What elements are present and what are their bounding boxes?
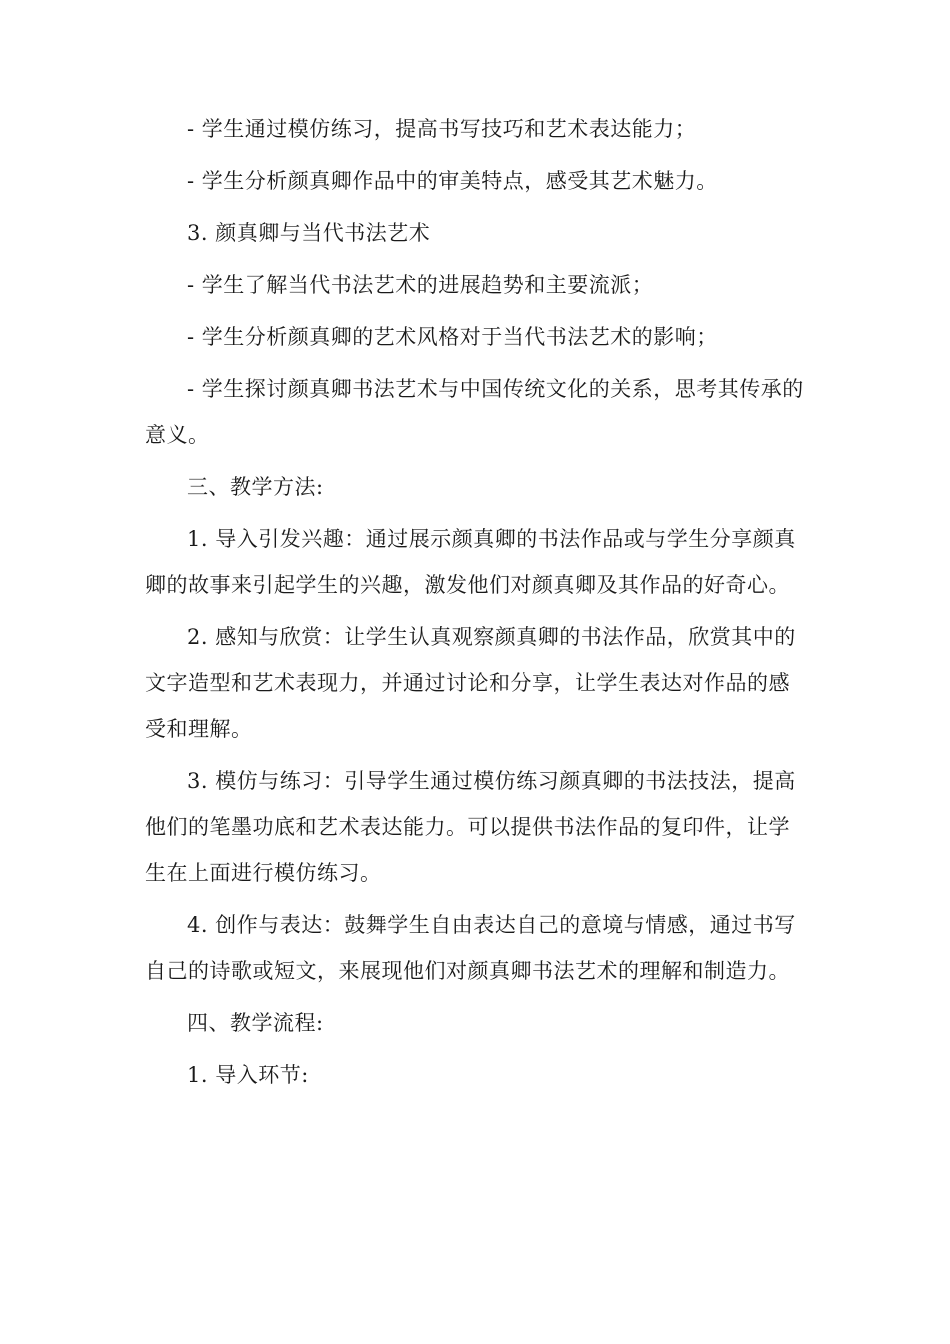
bullet-practice-skills: - 学生通过模仿练习，提高书写技巧和艺术表达能力； bbox=[187, 117, 697, 141]
bullet-trends: - 学生了解当代书法艺术的进展趋势和主要流派； bbox=[187, 273, 654, 297]
bullet-traditional-culture: - 学生探讨颜真卿书法艺术与中国传统文化的关系，思考其传承的意义。 bbox=[145, 377, 804, 447]
method-introduction: 1. 导入引发兴趣：通过展示颜真卿的书法作品或与学生分享颜真卿的故事来引起学生的兴趣，激发他们对颜真卿及其作品的好奇心。 bbox=[145, 527, 796, 597]
method-imitation: 3. 模仿与练习：引导学生通过模仿练习颜真卿的书法技法，提高他们的笔墨功底和艺术表达能力。可以提供书法作品的复印件，让学生在上面进行模仿练习。 bbox=[145, 769, 796, 885]
bullet-aesthetic-analysis: - 学生分析颜真卿作品中的审美特点，感受其艺术魅力。 bbox=[187, 169, 718, 193]
section-heading-contemporary: 3. 颜真卿与当代书法艺术 bbox=[187, 221, 431, 245]
document-body bbox=[145, 106, 805, 1104]
process-introduction-step: 1. 导入环节: bbox=[187, 1063, 309, 1087]
heading-teaching-process: 四、教学流程: bbox=[187, 1011, 324, 1035]
bullet-style-influence: - 学生分析颜真卿的艺术风格对于当代书法艺术的影响； bbox=[187, 325, 718, 349]
method-creation: 4. 创作与表达：鼓舞学生自由表达自己的意境与情感，通过书写自己的诗歌或短文，来展现他们对颜真卿书法艺术的理解和制造力。 bbox=[145, 913, 796, 983]
heading-teaching-methods: 三、教学方法: bbox=[187, 475, 324, 499]
method-appreciation: 2. 感知与欣赏：让学生认真观察颜真卿的书法作品，欣赏其中的文字造型和艺术表现力，并通过讨论和分享，让学生表达对作品的感受和理解。 bbox=[145, 625, 796, 741]
